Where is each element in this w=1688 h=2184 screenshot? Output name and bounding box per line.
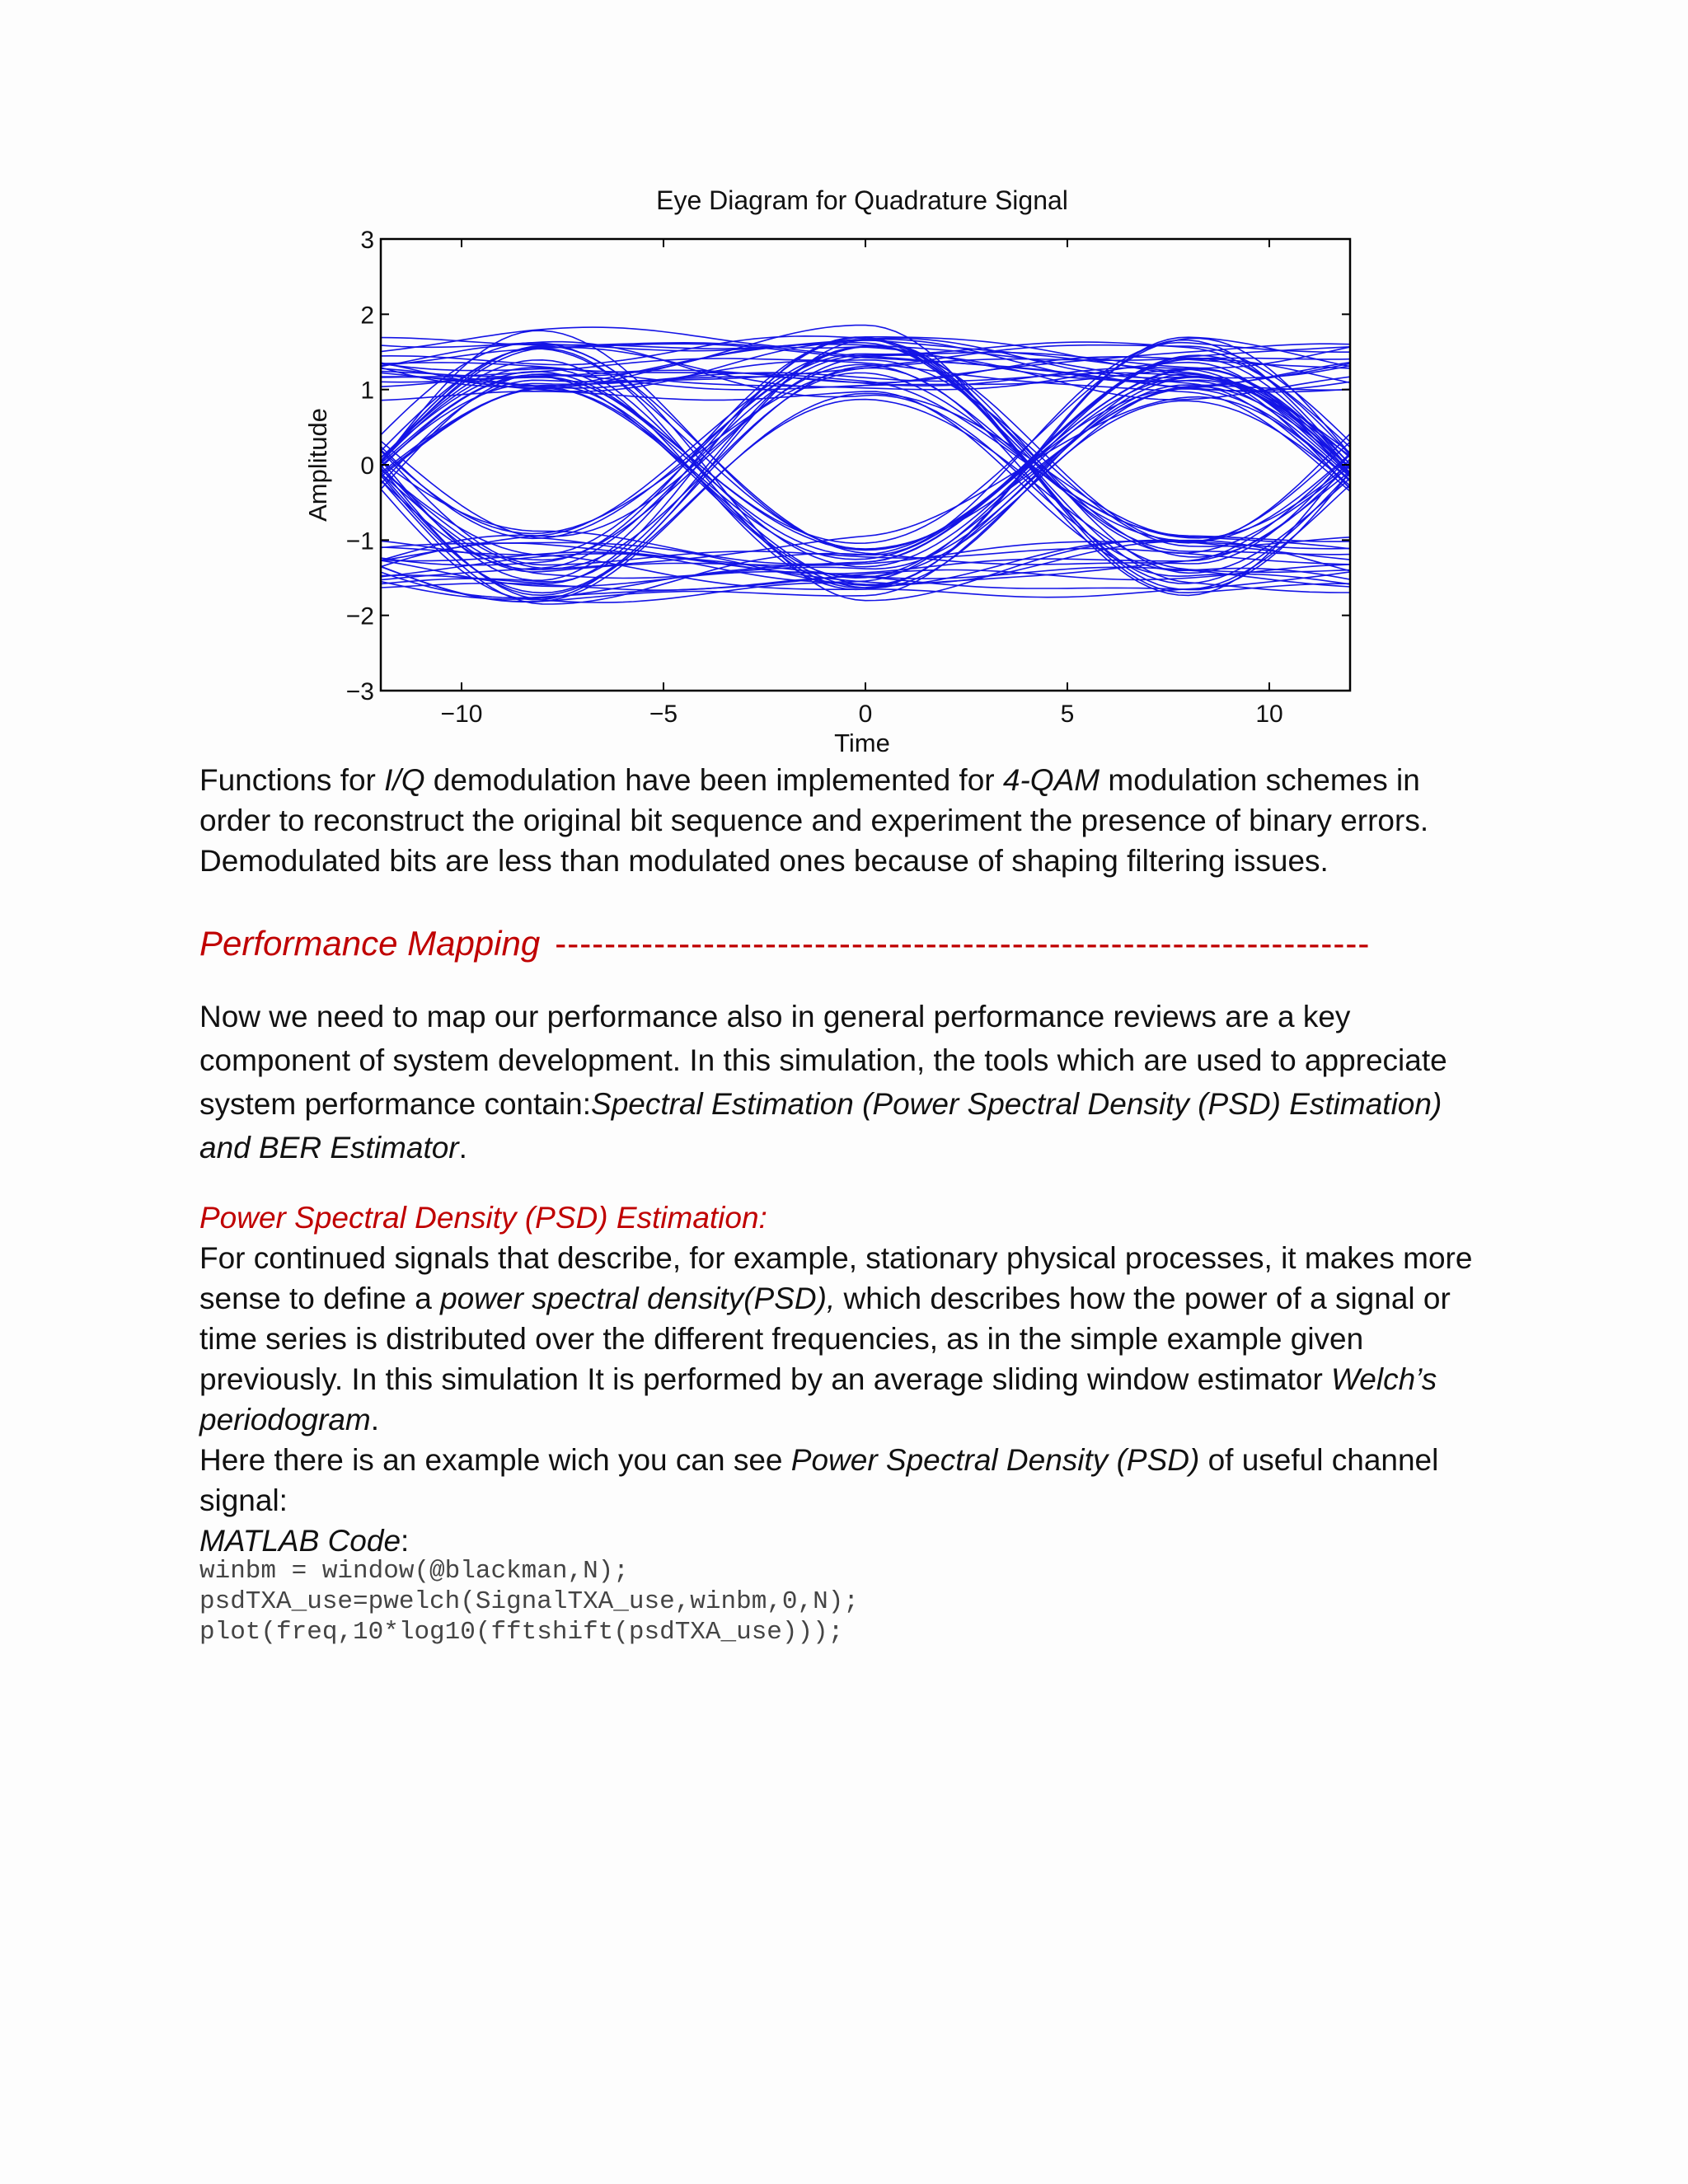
matlab-code-block [199, 1556, 1436, 1647]
x-tick-label: 5 [1060, 701, 1075, 728]
emphasis-4qam: 4-QAM [1002, 763, 1100, 797]
performance-paragraph [199, 995, 1493, 1169]
eye-trace [361, 339, 1371, 544]
y-tick-label: 3 [360, 227, 374, 254]
eye-trace [361, 400, 1371, 596]
psd-section [199, 1197, 1493, 1561]
emphasis-iq: I/Q [384, 763, 425, 797]
x-tick-label: −10 [440, 701, 483, 728]
chart-title: Eye Diagram for Quadrature Signal [656, 185, 1068, 215]
y-tick-label: −1 [345, 527, 374, 555]
demodulation-paragraph [199, 760, 1493, 881]
plot-frame [381, 239, 1350, 691]
emphasis-psd: Power Spectral Density (PSD) [790, 1443, 1200, 1477]
y-tick-label: 1 [360, 377, 374, 405]
eye-traces [361, 326, 1371, 604]
x-tick-label: 0 [858, 701, 873, 728]
code-line: psdTXA_use=pwelch(SignalTXA_use,winbm,0,N); [199, 1587, 859, 1616]
text-span: . [458, 1131, 467, 1165]
text-span: modulation schemes in order to reconstruct the original bit sequence and experiment the presence of binary errors. Demodulated bits are less than modulated ones because of shaping filtering issues. [199, 763, 1429, 878]
code-line: winbm = window(@blackman,N); [199, 1557, 629, 1586]
eye-trace [361, 344, 1371, 508]
eye-trace [361, 364, 1371, 575]
y-axis-label: Amplitude [303, 408, 332, 522]
text-span: : [401, 1524, 410, 1558]
code-line: plot(freq,10*log10(fftshift(psdTXA_use))); [199, 1618, 844, 1647]
axes [346, 227, 1350, 728]
text-span: which describes how the power of a signal or time series is distributed over the different frequencies, as in the simple example given previously. In this simulation It is performed by an average sliding window estimator [199, 1282, 1451, 1396]
y-tick-label: −3 [345, 678, 374, 705]
x-tick-label: 10 [1255, 701, 1283, 728]
text-span: Now we need to map our performance also in general performance reviews are a key component of system development. In this simulation, the tools which are used to appreciate system performance contain: [199, 1000, 1447, 1121]
text-span: of useful channel signal: [199, 1443, 1439, 1517]
emphasis-welch: Welch’s periodogram [199, 1362, 1437, 1436]
y-tick-label: 2 [360, 302, 374, 330]
section-heading [199, 924, 1518, 963]
text-span: For continued signals that describe, for example, stationary physical processes, it makes more sense to define a [199, 1241, 1473, 1315]
matlab-code-label: MATLAB Code [199, 1524, 401, 1558]
text-span: demodulation have been implemented for [424, 763, 1003, 797]
section-heading-rule: ------------------------------------------------------------------ [555, 924, 1371, 963]
section-heading-title: Performance Mapping [199, 924, 541, 963]
y-tick-label: −2 [345, 602, 374, 630]
emphasis-tools: Spectral Estimation (Power Spectral Density (PSD) Estimation) and BER Estimator [199, 1087, 1442, 1165]
emphasis-psd-definition: power spectral density(PSD), [440, 1282, 836, 1315]
y-tick-label: 0 [360, 452, 374, 480]
text-span: Here there is an example wich you can see [199, 1443, 791, 1477]
text-span: Functions for [199, 763, 385, 797]
text-span: . [370, 1403, 380, 1436]
psd-subheading: Power Spectral Density (PSD) Estimation: [199, 1201, 767, 1235]
eye-diagram-chart [280, 181, 1385, 758]
x-tick-label: −5 [649, 701, 678, 728]
x-axis-label: Time [834, 729, 890, 757]
